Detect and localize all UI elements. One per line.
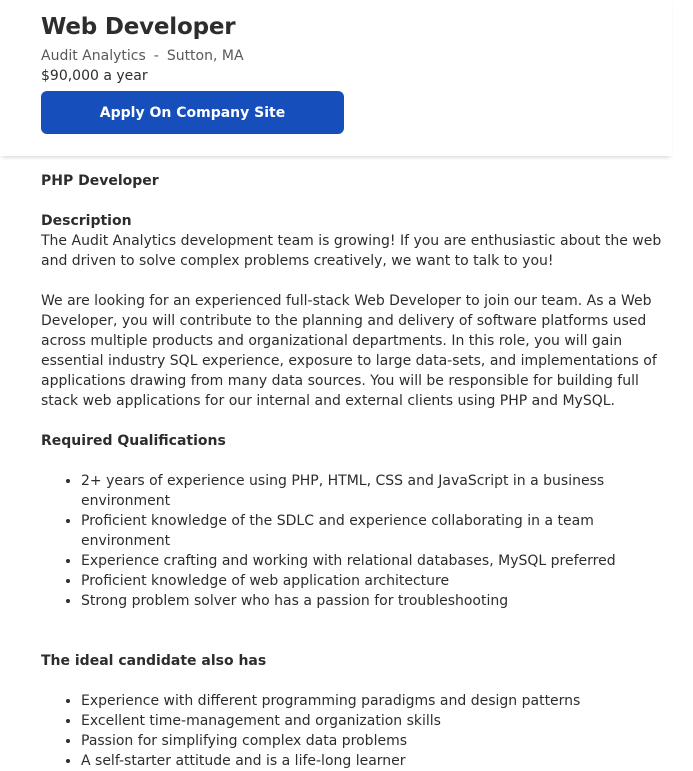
list-item: • Passion for simplifying complex data problems bbox=[81, 731, 671, 751]
role-heading: PHP Developer bbox=[41, 173, 159, 189]
ideal-candidate-heading: The ideal candidate also has bbox=[41, 653, 267, 669]
list-item: • Experience with different programming paradigms and design patterns bbox=[81, 691, 671, 711]
company-location-line bbox=[41, 48, 244, 64]
description-paragraph: We are looking for an experienced full-stack Web Developer to join our team. As a Web Developer, you will contribute to the planning and delivery of software platforms used across multiple products and organizational departments. In this role, you will gain essential industry SQL experience, exposure to large data-sets, and implementations of applications drawing from many data sources. You will be responsible for building full stack web applications for our internal and external clients using PHP and MySQL. bbox=[41, 293, 657, 409]
ideal-candidate-list bbox=[41, 691, 671, 771]
company-name: Audit Analytics bbox=[41, 48, 146, 64]
required-qualifications-heading: Required Qualifications bbox=[41, 433, 226, 449]
job-location: Sutton, MA bbox=[166, 48, 244, 64]
required-qualifications-list bbox=[41, 471, 671, 611]
list-item: • Strong problem solver who has a passion for troubleshooting bbox=[81, 591, 671, 611]
list-item: • Proficient knowledge of the SDLC and experience collaborating in a team environment bbox=[81, 511, 671, 551]
description-intro: The Audit Analytics development team is growing! If you are enthusiastic about the web and driven to solve complex problems creatively, we want to talk to you! bbox=[41, 233, 662, 269]
separator: - bbox=[153, 48, 159, 64]
description-heading: Description bbox=[41, 213, 132, 229]
job-header bbox=[0, 0, 672, 156]
list-item: • 2+ years of experience using PHP, HTML, CSS and JavaScript in a business environment bbox=[81, 471, 671, 511]
list-item: • Proficient knowledge of web application architecture bbox=[81, 571, 671, 591]
apply-on-company-site-button[interactable]: Apply On Company Site bbox=[41, 91, 344, 134]
list-item: • Experience crafting and working with relational databases, MySQL preferred bbox=[81, 551, 671, 571]
job-title: Web Developer bbox=[41, 14, 236, 40]
salary: $90,000 a year bbox=[41, 68, 148, 84]
list-item: • A self-starter attitude and is a life-long learner bbox=[81, 751, 671, 771]
job-description bbox=[41, 171, 671, 771]
list-item: • Excellent time-management and organization skills bbox=[81, 711, 671, 731]
